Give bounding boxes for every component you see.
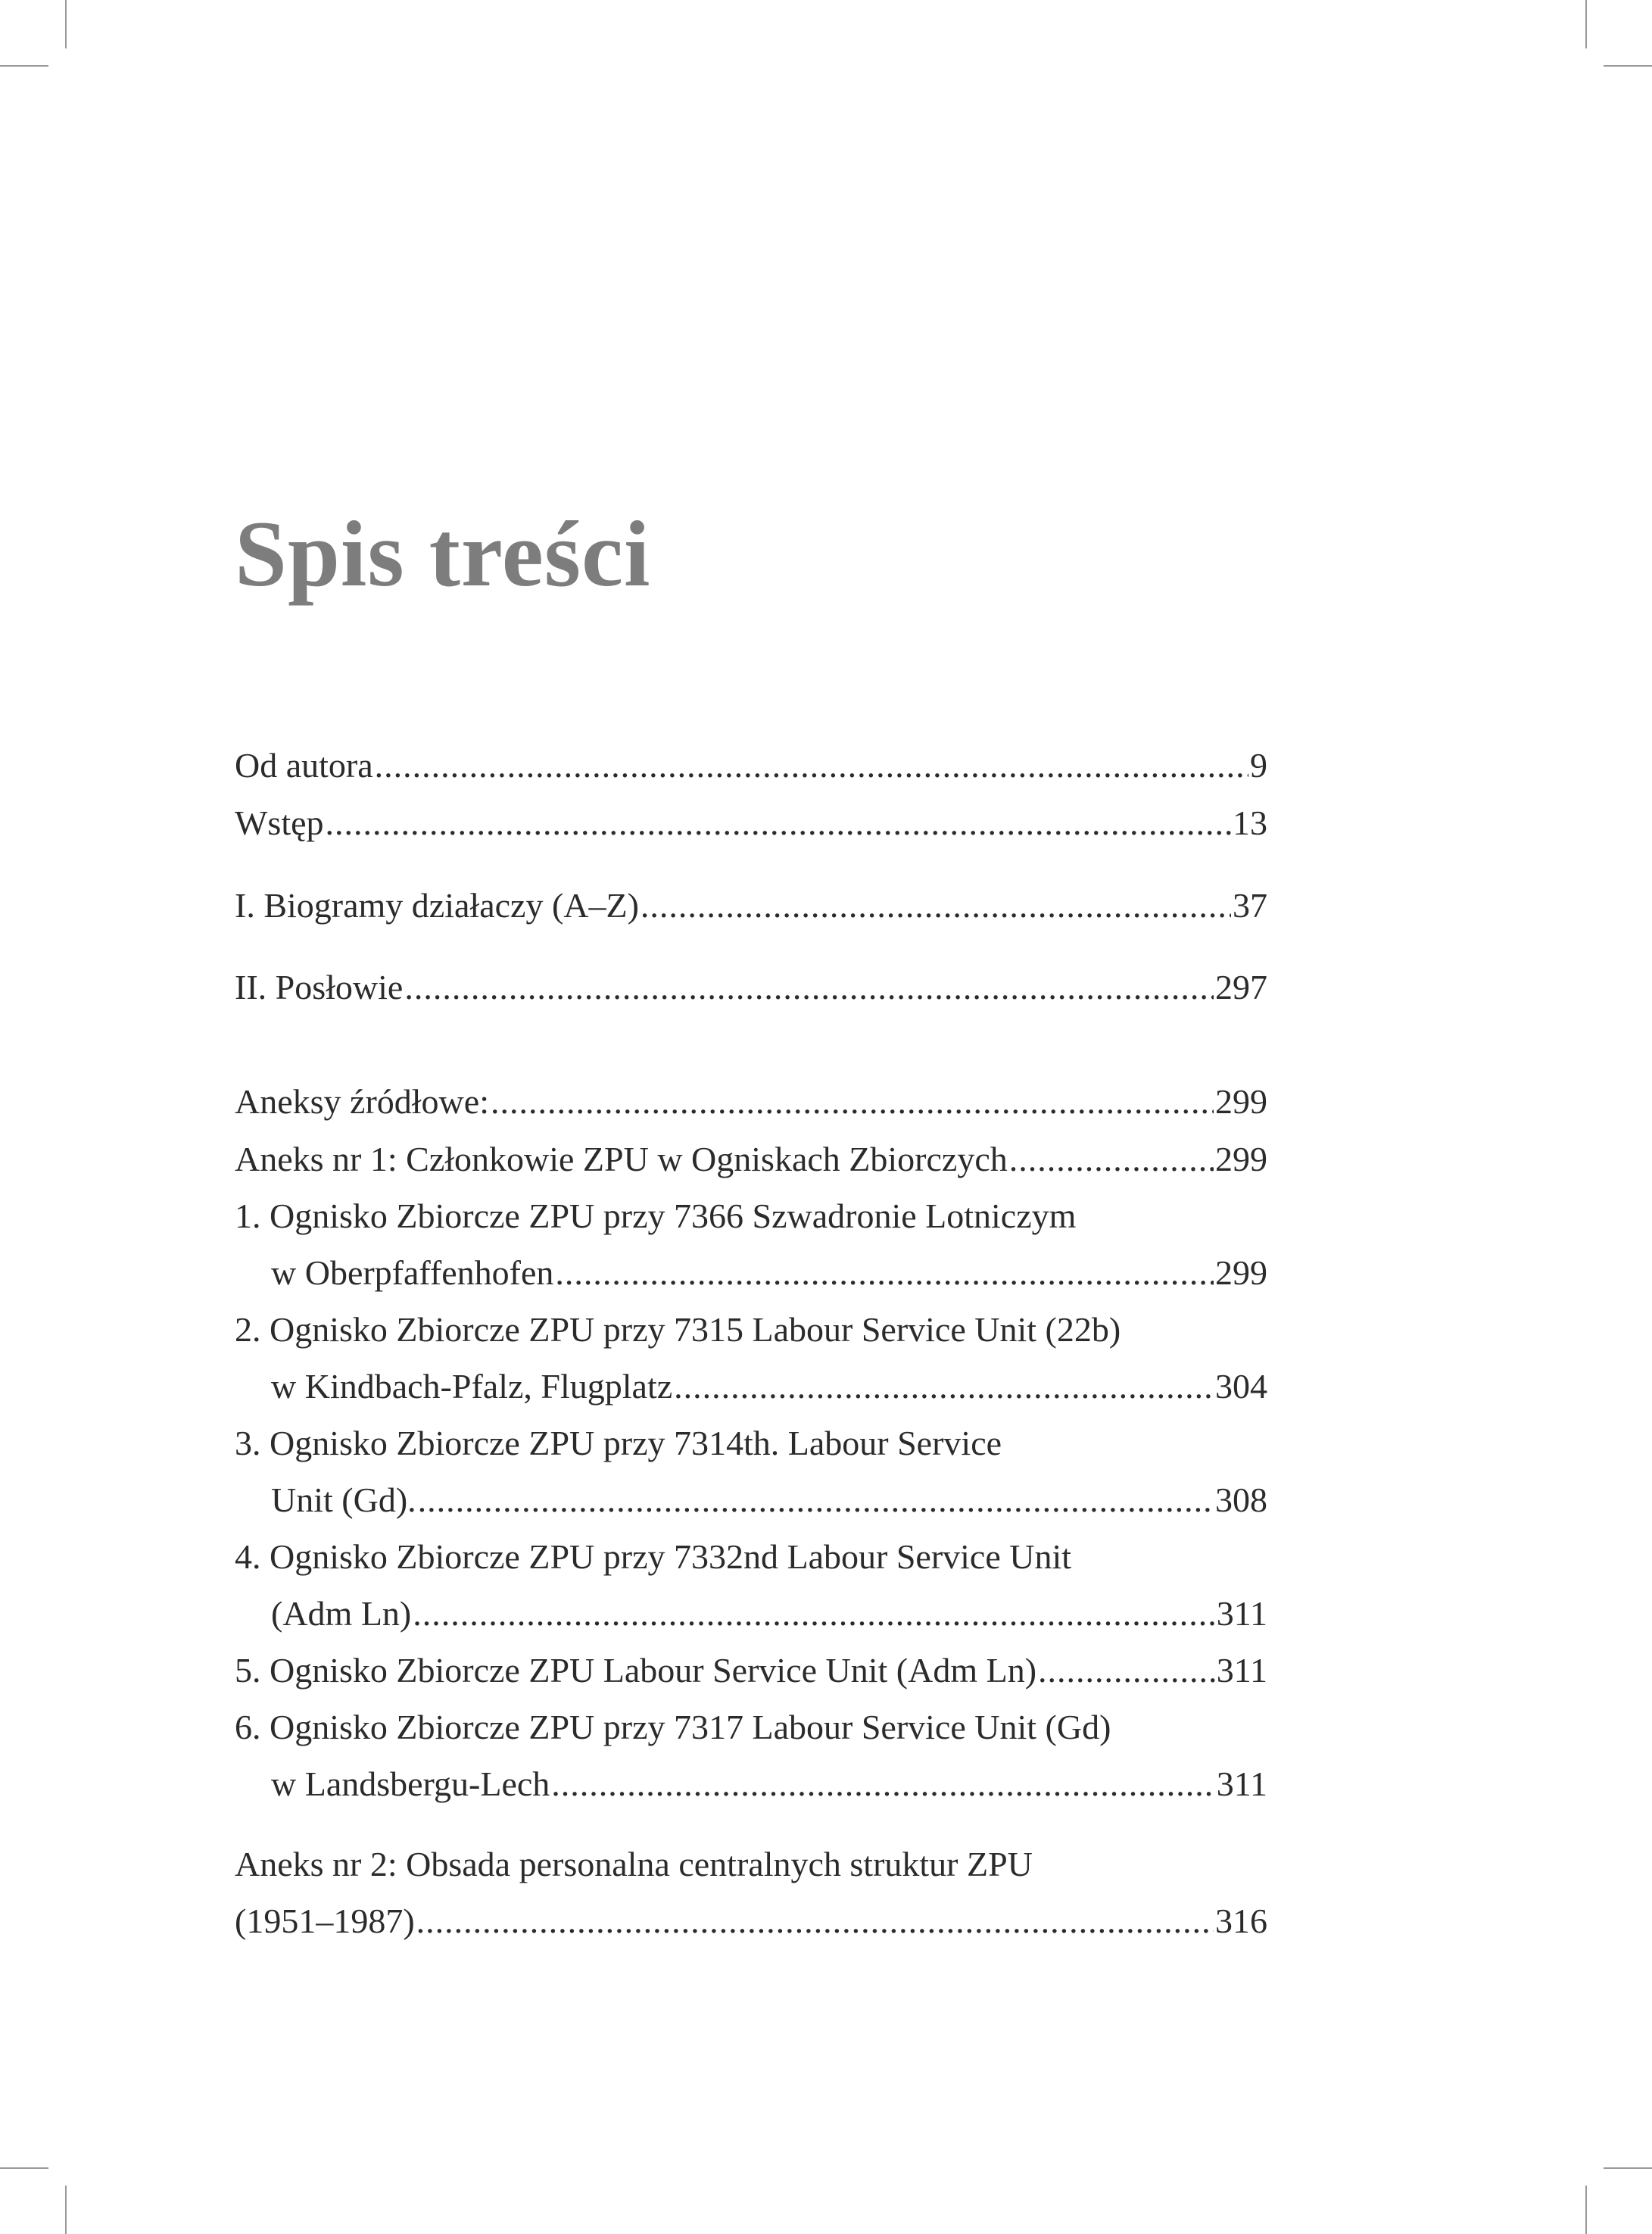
toc-entry xyxy=(235,965,1267,1010)
toc-leader-dots xyxy=(551,1761,1214,1807)
crop-mark-bottom-left-h xyxy=(0,2167,48,2169)
toc-page-number: 308 xyxy=(1215,1480,1267,1519)
toc-entry xyxy=(235,800,1267,846)
toc-entry-text: Unit (Gd). xyxy=(271,1480,416,1519)
toc-leader-dots xyxy=(326,800,1231,846)
toc-entry-line1 xyxy=(235,1421,1267,1466)
toc-entry-text: 4. Ognisko Zbiorcze ZPU przy 7332nd Labour Service Unit xyxy=(235,1537,1072,1576)
toc-entry-text: w Landsbergu-Lech xyxy=(271,1764,550,1803)
toc-page-number: 9 xyxy=(1250,746,1267,785)
toc-entry-line2 xyxy=(235,1477,1267,1523)
toc-leader-dots xyxy=(418,1477,1214,1523)
toc-page-number: 13 xyxy=(1233,803,1267,842)
toc-entry-line2 xyxy=(235,1899,1267,1944)
crop-mark-top-left-v xyxy=(65,0,67,48)
toc-page-number: 37 xyxy=(1233,886,1267,925)
toc-entry-text: Aneks nr 1: Członkowie ZPU w Ogniskach Zbiorczych xyxy=(235,1140,1008,1178)
toc-leader-dots xyxy=(413,1591,1214,1636)
toc-entry-text: Wstęp xyxy=(235,803,324,842)
toc-entry-text: Aneks nr 2: Obsada personalna centralnych struktur ZPU xyxy=(235,1845,1033,1883)
toc-entry-line1 xyxy=(235,1842,1267,1887)
toc-leader-dots xyxy=(375,743,1248,788)
toc-page-number: 299 xyxy=(1215,1140,1267,1178)
toc-leader-dots xyxy=(491,1079,1214,1125)
toc-entry xyxy=(235,1079,1267,1125)
toc-leader-dots xyxy=(404,965,1214,1010)
toc-entry-text: (Adm Ln) xyxy=(271,1594,412,1633)
toc-page-number: 316 xyxy=(1215,1902,1267,1940)
toc-entry-line1 xyxy=(235,1705,1267,1750)
crop-mark-bottom-left-v xyxy=(65,2186,67,2234)
toc-leader-dots xyxy=(1038,1648,1215,1693)
toc-entry-text: (1951–1987) xyxy=(235,1902,415,1940)
toc-entry xyxy=(235,743,1267,788)
toc-entry-line2 xyxy=(235,1364,1267,1409)
toc-entry xyxy=(235,1137,1267,1182)
toc-page-number: 311 xyxy=(1216,1764,1267,1803)
crop-mark-top-left-h xyxy=(0,65,48,67)
toc-entry-text: Od autora xyxy=(235,746,373,785)
toc-page-number: 299 xyxy=(1215,1082,1267,1121)
toc-page-number: 297 xyxy=(1215,968,1267,1006)
toc-entry-text: w Kindbach-Pfalz, Flugplatz xyxy=(271,1367,673,1406)
toc-entry-line1 xyxy=(235,1193,1267,1239)
toc-entry-text: 1. Ognisko Zbiorcze ZPU przy 7366 Szwadronie Lotniczym xyxy=(235,1197,1077,1235)
toc-entry-line2 xyxy=(235,1591,1267,1636)
toc-entry xyxy=(235,1648,1267,1693)
toc-entry-line1 xyxy=(235,1307,1267,1353)
crop-mark-top-right-v xyxy=(1585,0,1587,48)
toc-leader-dots xyxy=(416,1899,1214,1944)
crop-mark-bottom-right-v xyxy=(1585,2186,1587,2234)
toc-leader-dots xyxy=(674,1364,1214,1409)
toc-entry-text: II. Posłowie xyxy=(235,968,404,1006)
toc-entry-text: 3. Ognisko Zbiorcze ZPU przy 7314th. Labour Service xyxy=(235,1424,1002,1462)
toc-entry-line1 xyxy=(235,1534,1267,1580)
toc-entry-text: 2. Ognisko Zbiorcze ZPU przy 7315 Labour Service Unit (22b) xyxy=(235,1310,1121,1349)
toc-entry-line2 xyxy=(235,1761,1267,1807)
crop-mark-bottom-right-h xyxy=(1604,2167,1652,2169)
toc-entry-text: I. Biogramy działaczy (A–Z) xyxy=(235,886,639,925)
toc-leader-dots xyxy=(555,1250,1214,1296)
toc-entry-text: w Oberpfaffenhofen xyxy=(271,1253,554,1292)
toc-leader-dots xyxy=(641,883,1231,928)
toc-entry-text: 6. Ognisko Zbiorcze ZPU przy 7317 Labour Service Unit (Gd) xyxy=(235,1708,1111,1746)
toc-entry-text: 5. Ognisko Zbiorcze ZPU Labour Service Unit (Adm Ln) xyxy=(235,1651,1037,1690)
table-of-contents xyxy=(235,0,1267,2234)
page-title: Spis treści xyxy=(235,502,651,606)
toc-page-number: 311 xyxy=(1216,1594,1267,1633)
toc-leader-dots xyxy=(1009,1137,1214,1182)
toc-page-number: 299 xyxy=(1215,1253,1267,1292)
toc-entry-line2 xyxy=(235,1250,1267,1296)
toc-entry xyxy=(235,883,1267,928)
toc-page-number: 304 xyxy=(1215,1367,1267,1406)
toc-page-number: 311 xyxy=(1216,1651,1267,1690)
toc-entry-text: Aneksy źródłowe: xyxy=(235,1082,489,1121)
crop-mark-top-right-h xyxy=(1604,65,1652,67)
